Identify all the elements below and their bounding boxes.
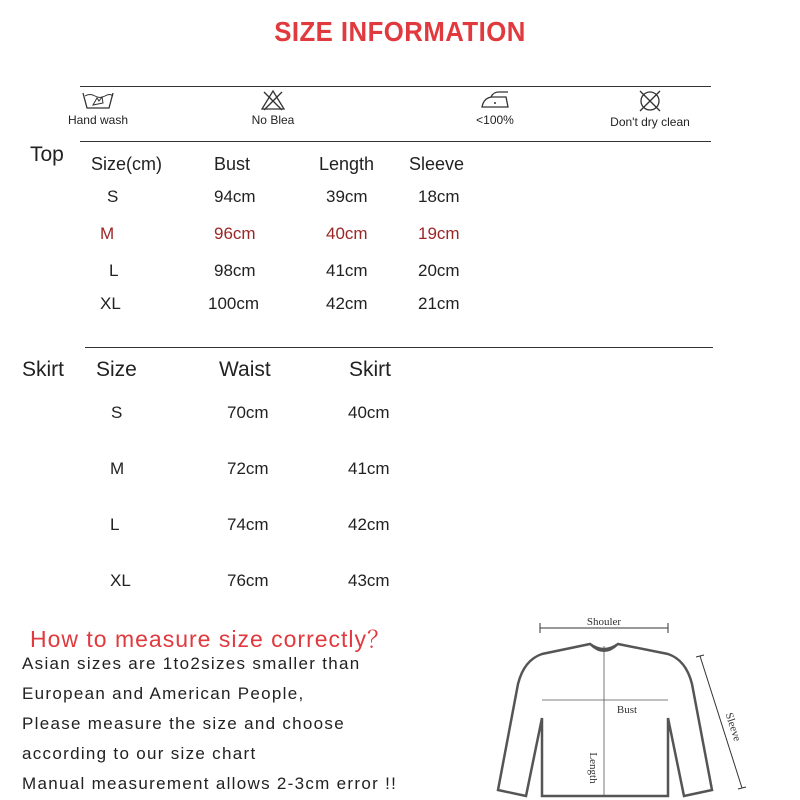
- sweater-outline: [498, 644, 712, 796]
- skirt-cell-size: XL: [110, 571, 131, 590]
- top-cell-size: XL: [100, 294, 121, 313]
- care-hand-wash: [56, 89, 140, 127]
- top-header-sleeve: Sleeve: [409, 154, 465, 174]
- top-header-bust: Bust: [214, 154, 251, 174]
- top-header-size: Size(cm): [91, 154, 162, 174]
- skirt-header-skirt: Skirt: [349, 358, 391, 381]
- skirt-header-waist: Waist: [219, 358, 271, 381]
- care-label: Don't dry clean: [610, 115, 690, 129]
- care-label: No Blea: [251, 113, 295, 127]
- top-cell-length: 41cm: [326, 261, 368, 280]
- skirt-cell-size: M: [110, 459, 125, 478]
- measure-note-line: Manual measurement allows 2-3cm error !!: [22, 774, 398, 793]
- skirt-cell-waist: 76cm: [227, 571, 269, 590]
- skirt-cell-waist: 74cm: [227, 515, 269, 534]
- garment-measure-diagram: [490, 608, 760, 800]
- skirt-cell-waist: 72cm: [227, 459, 269, 478]
- skirt-cell-skirt: 43cm: [348, 571, 390, 590]
- top-cell-size: M: [100, 224, 115, 243]
- top-table-divider: [85, 347, 713, 348]
- measure-note-line: according to our size chart: [22, 744, 257, 763]
- care-iron: [462, 89, 528, 127]
- shoulder-label: Shouler: [586, 616, 622, 628]
- measure-note-line: European and American People,: [22, 684, 305, 703]
- measure-note-line: Asian sizes are 1to2sizes smaller than: [22, 654, 361, 673]
- skirt-cell-skirt: 42cm: [348, 515, 390, 534]
- skirt-cell-skirt: 40cm: [348, 403, 390, 422]
- iron-icon: [479, 89, 511, 111]
- top-cell-bust: 96cm: [214, 224, 256, 243]
- measure-note-line: Please measure the size and choose: [22, 714, 345, 733]
- top-cell-size: S: [107, 187, 119, 206]
- care-bottom-divider: [80, 141, 711, 142]
- length-label: Length: [587, 752, 599, 784]
- top-cell-length: 40cm: [326, 224, 368, 243]
- top-section-label: Top: [30, 143, 64, 166]
- skirt-section-label: Skirt: [22, 358, 64, 381]
- top-cell-size: L: [109, 261, 119, 280]
- top-cell-sleeve: 18cm: [418, 187, 460, 206]
- top-cell-bust: 94cm: [214, 187, 256, 206]
- measure-title: How to measure size correctly？: [30, 626, 392, 652]
- care-label: Hand wash: [67, 113, 129, 127]
- skirt-cell-skirt: 41cm: [348, 459, 390, 478]
- top-cell-sleeve: 19cm: [418, 224, 460, 243]
- top-header-length: Length: [319, 154, 375, 174]
- hand-wash-icon: [81, 89, 115, 111]
- care-label: <100%: [476, 113, 514, 127]
- care-no-bleach: [238, 89, 308, 127]
- no-bleach-icon: [260, 89, 286, 111]
- skirt-header-size: Size: [96, 358, 137, 381]
- skirt-cell-size: L: [110, 515, 120, 534]
- top-cell-length: 42cm: [326, 294, 368, 313]
- page-title: SIZE INFORMATION: [274, 16, 526, 47]
- bust-label: Bust: [616, 704, 638, 716]
- top-cell-bust: 98cm: [214, 261, 256, 280]
- care-top-divider: [80, 86, 711, 87]
- no-dry-clean-icon: [637, 89, 663, 113]
- sleeve-label: Sleeve: [722, 711, 744, 743]
- skirt-cell-waist: 70cm: [227, 403, 269, 422]
- top-cell-sleeve: 21cm: [418, 294, 460, 313]
- top-cell-length: 39cm: [326, 187, 368, 206]
- skirt-cell-size: S: [111, 403, 123, 422]
- top-cell-bust: 100cm: [208, 294, 260, 313]
- care-no-dry-clean: [600, 89, 700, 129]
- top-cell-sleeve: 20cm: [418, 261, 460, 280]
